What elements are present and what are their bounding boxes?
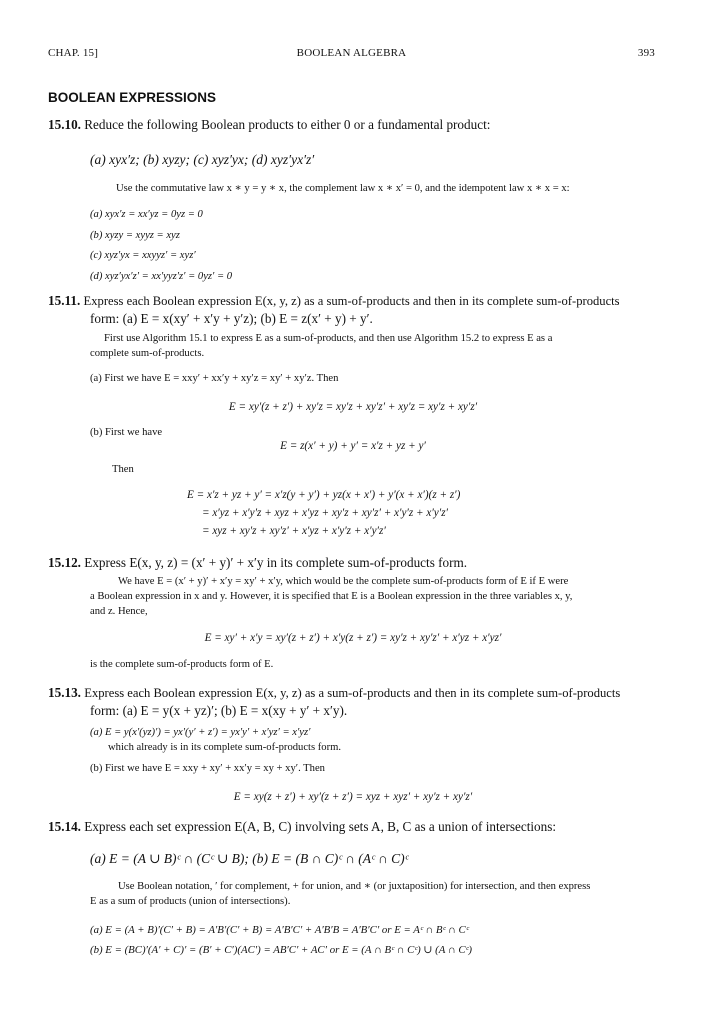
problem-number: 15.12. [48,555,81,570]
solution-b: (b) E = (BC)′(A′ + C)′ = (B′ + C′)(AC′) = AB′C′ + AC′ or E = (A ∩ Bᶜ ∩ Cᶜ) ∪ (A ∩ Cᶜ) [90,944,472,956]
solution-b-text: (b) First we have [90,427,163,438]
solution-b-equation: E = xy(z + z′) + xy′(z + z′) = xyz + xyz′ + xy′z + xy′z′ [233,791,473,803]
problem-line-2: form: (a) E = y(x + yz)′; (b) E = x(xy + y′ + x′y). [90,703,348,718]
solution-a: (a) E = (A + B)′(C′ + B) = A′B′(C′ + B) = A′B′C′ + A′B′B = A′B′C′ or E = Aᶜ ∩ Bᶜ ∩ Cᶜ [90,924,469,936]
expansion-line-3: = xyz + xy′z + xy′z′ + x′yz + x′y′z + x′y′z′ [202,525,386,537]
solution-line-2: a Boolean expression in x and y. However, it is specified that E is a Boolean expression in the three variables x, y, [90,591,573,602]
problem-number: 15.13. [48,685,81,700]
solution-a-text: (a) First we have E = xxy′ + xx′y + xy′z = xy′ + xy′z. Then [90,373,339,384]
problem-15-12 [48,554,658,571]
solution-a-equation: (a) E = y(x′(yz)′) = yx′(y′ + z′) = yx′y′ + x′yz′ = x′yz′ [90,727,311,738]
problem-line-1: Express each Boolean expression E(x, y, z) as a sum-of-products and then in its complete sum-of-products [83,294,620,308]
problem-items: (a) xyx′z; (b) xyzy; (c) xyz′yx; (d) xyz′yx′z′ [90,152,315,167]
problem-line-1: Express each Boolean expression E(x, y, z) as a sum-of-products and then in its complete sum-of-products [84,686,621,700]
problem-number: 15.14. [48,819,81,834]
solution-a [48,725,700,755]
solution-equation: E = xy′ + x′y = xy′(z + z′) + x′y(z + z′) = xy′z + xy′z′ + x′yz + x′yz′ [204,632,502,644]
problem-text: Express E(x, y, z) = (x′ + y)′ + x′y in its complete sum-of-products form. [84,555,468,570]
solution-a-note: which already is in its complete sum-of-products form. [108,742,342,753]
expansion-line-1: E = x′z + yz + y′ = x′z(y + y′) + yz(x + x′) + y′(x + x′)(z + z′) [187,489,461,501]
solution-a-equation: E = xy′(z + z′) + xy′z = xy′z + xy′z′ + xy′z = xy′z + xy′z′ [228,401,478,413]
page-header [48,47,655,63]
solution-b-equation: E = z(x′ + y) + y′ = x′z + yz + y′ [280,440,426,452]
solution-d: (d) xyz′yx′z′ = xx′yyz′z′ = 0yz′ = 0 [90,270,233,282]
problem-number: 15.10. [48,117,81,132]
solution-b-text: (b) First we have E = xxy + xy′ + xx′y = xy + xy′. Then [90,763,325,774]
expansion-block [48,486,703,540]
problem-15-13 [48,684,658,719]
solution-c: (c) xyz′yx = xxyyz′ = xyz′ [90,250,196,261]
solution-conclusion: is the complete sum-of-products form of E. [90,659,274,670]
intro-line-2: complete sum-of-products. [90,348,205,359]
solution-text [48,879,703,909]
problem-15-14 [48,818,658,835]
intro-line-1: First use Algorithm 15.1 to express E as a sum-of-products, and then use Algorithm 15.2 to express E as a [104,333,553,344]
solution-line-1: We have E = (x′ + y)′ + x′y = xy′ + x′y, which would be the complete sum-of-products form of E if E were [118,576,569,587]
solution-text [48,574,703,619]
problem-text: Reduce the following Boolean products to either 0 or a fundamental product: [84,117,491,132]
problem-items: (a) E = (A ∪ B)ᶜ ∩ (Cᶜ ∪ B); (b) E = (B ∩ C)ᶜ ∩ (Aᶜ ∩ C)ᶜ [90,851,409,866]
solution-b: (b) xyzy = xyyz = xyz [90,229,180,241]
solution-line-1: Use Boolean notation, ′ for complement, + for union, and ∗ (or juxtaposition) for intersection, and then express [118,881,591,892]
solution-list [48,205,700,287]
solution-intro [48,331,703,361]
problem-15-11 [48,292,658,327]
solution-a: (a) xyx′z = xx′yz = 0yz = 0 [90,209,203,220]
solution-list [48,920,700,960]
problem-line-2: form: (a) E = x(xy′ + x′y + y′z); (b) E = z(x′ + y) + y′. [90,311,373,326]
solution-hint: Use the commutative law x ∗ y = y ∗ x, the complement law x ∗ x′ = 0, and the idempotent law x ∗ x = x: [116,183,570,194]
problem-15-10 [48,116,658,133]
problem-text: Express each set expression E(A, B, C) involving sets A, B, C as a union of intersections: [84,819,557,834]
problem-number: 15.11. [48,293,81,308]
chapter-label: CHAP. 15] [48,47,99,59]
page-number: 393 [637,47,655,59]
then-label: Then [112,464,134,475]
solution-line-2: E as a sum of products (union of intersections). [90,896,291,907]
section-title: BOOLEAN EXPRESSIONS [48,90,217,105]
running-title: BOOLEAN ALGEBRA [296,47,407,59]
expansion-line-2: = x′yz + x′y′z + xyz + x′yz + xy′z + xy′z′ + x′y′z + x′y′z′ [202,507,448,519]
solution-line-3: and z. Hence, [90,606,148,617]
